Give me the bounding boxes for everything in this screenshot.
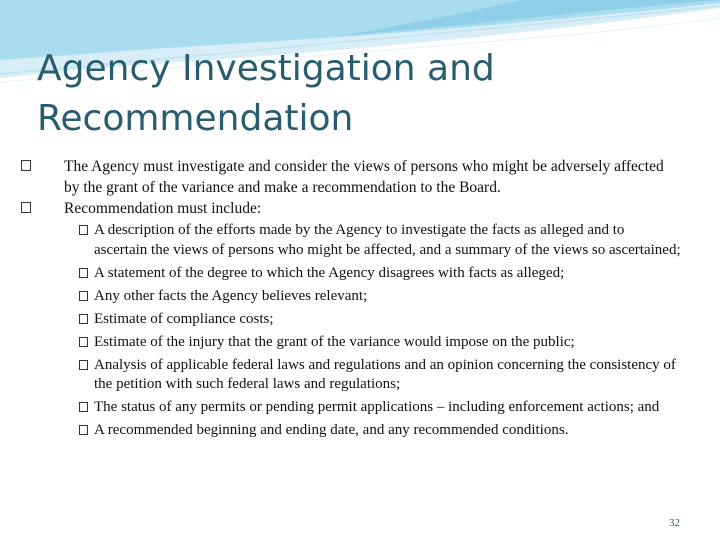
bullet-box-icon: [79, 291, 88, 301]
bullet-investigate: [21, 156, 681, 198]
list-item-text: A description of the efforts made by the Agency to investigate the facts as alleged and to ascertain the views of persons who might be affected, and a summary of the views so ascertained;: [94, 222, 681, 258]
page-number: 32: [669, 517, 680, 529]
list-item-text: A recommended beginning and ending date, and any recommended conditions.: [94, 422, 569, 438]
list-item-text: A statement of the degree to which the Agency disagrees with facts as alleged;: [94, 264, 565, 281]
list-item-text: Estimate of the injury that the grant of the variance would impose on the public;: [94, 333, 575, 350]
list-item: [51, 356, 681, 395]
list-item: [51, 333, 681, 353]
bullet-box-icon: [79, 268, 88, 278]
title-line-1: Agency Investigation and: [37, 48, 495, 89]
bullet-box-icon: [79, 314, 88, 324]
title-line-2: Recommendation: [37, 98, 354, 139]
list-item: [51, 421, 681, 441]
bullet-text: Recommendation must include:: [64, 200, 262, 217]
list-item: [51, 264, 681, 284]
bullet-box-icon: [79, 225, 88, 235]
bullet-box-icon: [79, 337, 88, 347]
bullet-box-icon: [21, 202, 31, 213]
bullet-box-icon: [79, 402, 88, 412]
list-item-text: Estimate of compliance costs;: [94, 310, 274, 327]
bullet-text: The Agency must investigate and consider the views of persons who might be adversely affected by the grant of the variance and make a recommendation to the Board.: [64, 158, 664, 196]
list-item-text: The status of any permits or pending permit applications – including enforcement actions; and: [94, 399, 660, 415]
list-item: [51, 398, 681, 418]
list-item: [51, 221, 681, 260]
bullet-recommendation: [21, 198, 681, 219]
list-item-text: Analysis of applicable federal laws and regulations and an opinion concerning the consistency of the petition with such federal laws and regulations;: [94, 356, 676, 392]
bullet-box-icon: [21, 160, 31, 171]
bullet-box-icon: [79, 360, 88, 370]
list-item: [51, 310, 681, 330]
slide-content: [21, 156, 681, 444]
recommendation-items: [21, 221, 681, 441]
bullet-box-icon: [79, 425, 88, 435]
page-title: [37, 44, 697, 144]
list-item-text: Any other facts the Agency believes relevant;: [94, 287, 368, 304]
list-item: [51, 287, 681, 307]
